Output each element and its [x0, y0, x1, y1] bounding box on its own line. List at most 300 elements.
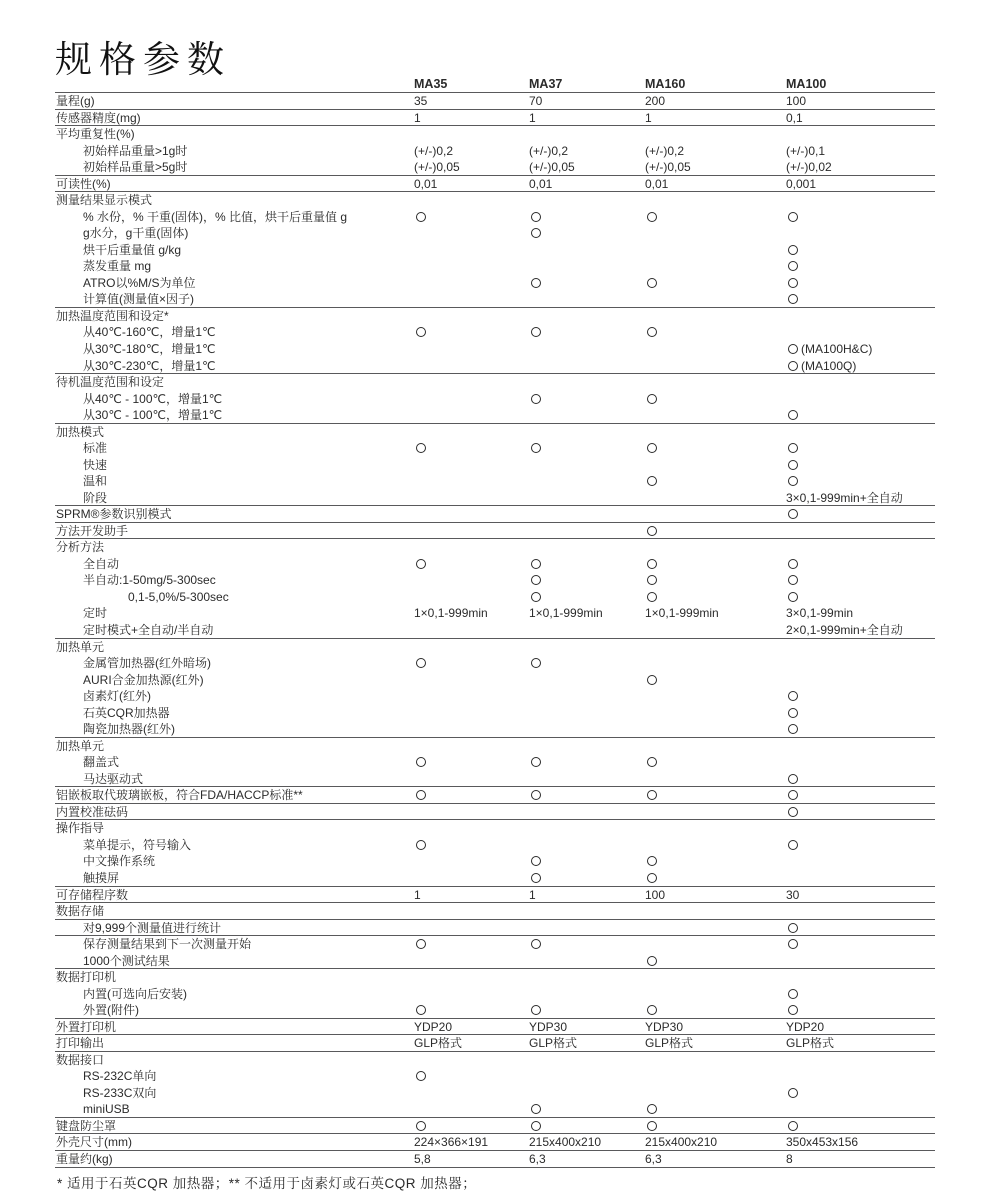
spec-cell: (+/-)0,2 [529, 143, 569, 158]
spec-cell [528, 440, 644, 457]
availability-circle-icon [531, 1104, 541, 1114]
availability-circle-icon [788, 691, 798, 701]
row-label: RS-232C单向 [83, 1069, 157, 1084]
spec-cell [413, 804, 528, 820]
spec-cell [644, 672, 785, 689]
spec-cell [644, 969, 785, 986]
table-row [55, 539, 935, 556]
spec-cell [528, 688, 644, 705]
spec-cell [785, 969, 935, 986]
spec-cell: 215x400x210 [529, 1135, 602, 1150]
spec-cell [785, 225, 935, 242]
spec-cell [528, 1118, 644, 1134]
row-label: 操作指导 [56, 821, 105, 836]
availability-circle-icon [647, 278, 657, 288]
spec-cell [785, 754, 935, 771]
spec-cell [785, 192, 935, 209]
availability-circle-icon [416, 212, 426, 222]
spec-cell [413, 1085, 528, 1102]
table-row [55, 506, 935, 523]
row-label: 外壳尺寸(mm) [56, 1135, 132, 1150]
spec-cell: 5,8 [414, 1152, 431, 1166]
row-label: 内置校准砝码 [56, 804, 129, 819]
row-label: 待机温度范围和设定 [56, 375, 165, 390]
availability-circle-icon [416, 443, 426, 453]
spec-cell: YDP30 [645, 1019, 684, 1034]
table-row [55, 622, 935, 639]
spec-cell: 0,01 [645, 176, 669, 191]
table-row [55, 672, 935, 689]
table-row [55, 738, 935, 755]
row-label: 卤素灯(红外) [83, 689, 151, 704]
spec-cell [528, 192, 644, 209]
table-row [55, 457, 935, 474]
spec-cell [413, 556, 528, 573]
spec-cell [785, 523, 935, 539]
spec-cell: 8 [786, 1152, 793, 1166]
spec-cell [785, 126, 935, 143]
row-label: 数据打印机 [56, 970, 117, 985]
spec-cell: 1×0,1-999min [529, 606, 603, 621]
spec-cell [528, 787, 644, 803]
spec-cell [644, 1002, 785, 1018]
spec-cell [413, 275, 528, 292]
spec-cell [413, 490, 528, 506]
availability-circle-icon [647, 526, 657, 536]
spec-cell [528, 1085, 644, 1102]
spec-cell [785, 639, 935, 656]
spec-cell: 0,01 [529, 176, 553, 191]
spec-cell: (MA100H&C) [785, 341, 935, 358]
table-row [55, 605, 935, 622]
spec-cell [644, 556, 785, 573]
spec-cell: (+/-)0,2 [414, 143, 454, 158]
table-row [55, 391, 935, 408]
row-label: 标准 [83, 441, 108, 456]
row-label: 从30℃-180℃，增量1℃ [83, 341, 216, 356]
row-label: 半自动:1-50mg/5-300sec [83, 573, 216, 588]
row-label: 初始样品重量>1g时 [83, 143, 188, 158]
availability-circle-icon [788, 245, 798, 255]
spec-cell [413, 374, 528, 391]
table-row [55, 341, 935, 358]
spec-cell [785, 721, 935, 737]
spec-cell [644, 688, 785, 705]
availability-circle-icon [647, 757, 657, 767]
spec-cell [785, 920, 935, 936]
availability-circle-icon [416, 840, 426, 850]
availability-circle-icon [531, 658, 541, 668]
spec-cell [413, 688, 528, 705]
spec-cell [528, 853, 644, 870]
row-label: 数据接口 [56, 1052, 105, 1067]
spec-cell [413, 506, 528, 522]
spec-cell [644, 853, 785, 870]
spec-cell [528, 258, 644, 275]
row-label: 加热单元 [56, 738, 105, 753]
availability-circle-icon [647, 1005, 657, 1015]
availability-circle-icon [788, 559, 798, 569]
table-row [55, 308, 935, 325]
spec-cell [413, 440, 528, 457]
table-row [55, 787, 935, 804]
availability-circle-icon [416, 1005, 426, 1015]
row-label: 测量结果显示模式 [56, 193, 153, 208]
spec-cell [528, 721, 644, 737]
spec-cell [413, 672, 528, 689]
spec-cell [785, 804, 935, 820]
spec-cell: 215x400x210 [645, 1135, 718, 1150]
spec-cell [413, 622, 528, 638]
availability-circle-icon [788, 989, 798, 999]
table-row [55, 969, 935, 986]
availability-circle-icon [531, 228, 541, 238]
spec-cell [413, 1118, 528, 1134]
table-row [55, 639, 935, 656]
availability-circle-icon [788, 575, 798, 585]
availability-circle-icon [788, 807, 798, 817]
table-row [55, 358, 935, 375]
row-label: 定时 [83, 606, 108, 621]
spec-cell [644, 1068, 785, 1085]
spec-cell [413, 837, 528, 854]
availability-circle-icon [647, 559, 657, 569]
availability-circle-icon [788, 460, 798, 470]
row-label: 铝嵌板取代玻璃嵌板，符合FDA/HACCP标准** [56, 788, 303, 803]
availability-circle-icon [531, 856, 541, 866]
spec-cell [528, 341, 644, 358]
spec-cell [785, 820, 935, 837]
availability-circle-icon [788, 344, 798, 354]
row-label: 从40℃-160℃，增量1℃ [83, 325, 216, 340]
spec-cell [413, 242, 528, 259]
spec-cell [785, 572, 935, 589]
availability-circle-icon [647, 1104, 657, 1114]
spec-cell [644, 787, 785, 803]
row-label: ATRO以%M/S为单位 [83, 275, 196, 290]
spec-cell [528, 754, 644, 771]
table-row [55, 1035, 935, 1052]
spec-cell: (+/-)0,1 [786, 143, 826, 158]
row-label: 加热单元 [56, 639, 105, 654]
row-label: 马达驱动式 [83, 771, 144, 786]
table-row [55, 903, 935, 920]
table-row [55, 192, 935, 209]
spec-cell [644, 639, 785, 656]
table-row [55, 572, 935, 589]
table-row [55, 870, 935, 887]
spec-cell [413, 1052, 528, 1069]
spec-cell [413, 572, 528, 589]
spec-cell [644, 837, 785, 854]
table-row [55, 225, 935, 242]
spec-cell: 3×0,1-999min+全自动 [786, 490, 903, 505]
row-label: 蒸发重量 mg [83, 259, 152, 274]
availability-circle-icon [788, 212, 798, 222]
spec-cell [413, 820, 528, 837]
spec-cell [644, 539, 785, 556]
spec-cell [528, 523, 644, 539]
spec-cell [785, 1085, 935, 1102]
row-label: 传感器精度(mg) [56, 110, 141, 125]
spec-cell [644, 523, 785, 539]
spec-cell [528, 506, 644, 522]
spec-cell [785, 209, 935, 226]
spec-cell: YDP20 [786, 1019, 825, 1034]
table-row [55, 721, 935, 738]
spec-cell [528, 655, 644, 672]
spec-cell [644, 655, 785, 672]
spec-cell [413, 457, 528, 474]
availability-circle-icon [531, 790, 541, 800]
row-label: 翻盖式 [83, 755, 120, 770]
table-row [55, 126, 935, 143]
spec-cell [528, 903, 644, 919]
spec-cell [785, 1002, 935, 1018]
availability-circle-icon [788, 840, 798, 850]
availability-circle-icon [647, 790, 657, 800]
availability-circle-icon [788, 790, 798, 800]
spec-cell [528, 457, 644, 474]
row-label: % 水份，% 干重(固体)，% 比值，烘干后重量值 g [83, 209, 348, 224]
spec-cell [644, 622, 785, 638]
spec-cell [644, 324, 785, 341]
spec-cell [528, 275, 644, 292]
spec-cell [644, 771, 785, 787]
spec-cell [785, 1118, 935, 1134]
spec-cell [644, 754, 785, 771]
spec-cell: 0,01 [414, 176, 438, 191]
spec-cell [644, 407, 785, 423]
availability-circle-icon [416, 1121, 426, 1131]
spec-cell [644, 738, 785, 755]
spec-cell [785, 506, 935, 522]
availability-circle-icon [788, 1005, 798, 1015]
spec-cell [644, 506, 785, 522]
row-label: 快速 [83, 457, 108, 472]
table-row [55, 258, 935, 275]
availability-circle-icon [416, 559, 426, 569]
column-header-0: MA35 [414, 77, 448, 91]
table-row [55, 242, 935, 259]
spec-cell [528, 622, 644, 638]
spec-cell [413, 953, 528, 969]
table-row [55, 159, 935, 176]
availability-circle-icon [647, 476, 657, 486]
table-row [55, 953, 935, 970]
table-row [55, 986, 935, 1003]
row-label: 数据存储 [56, 904, 105, 919]
availability-circle-icon [647, 592, 657, 602]
spec-cell [413, 225, 528, 242]
spec-cell [785, 424, 935, 441]
table-row [55, 887, 935, 904]
spec-cell [413, 920, 528, 936]
availability-circle-icon [788, 361, 798, 371]
table-row [55, 920, 935, 937]
spec-cell [528, 1052, 644, 1069]
row-label: 从30℃ - 100℃，增量1℃ [83, 408, 223, 423]
availability-circle-icon [647, 394, 657, 404]
spec-cell: 3×0,1-99min [786, 606, 854, 621]
spec-cell [644, 358, 785, 374]
table-row [55, 209, 935, 226]
table-row [55, 143, 935, 160]
availability-circle-icon [647, 575, 657, 585]
spec-cell [528, 738, 644, 755]
availability-circle-icon [647, 327, 657, 337]
availability-circle-icon [788, 1121, 798, 1131]
table-row [55, 837, 935, 854]
spec-cell [644, 1085, 785, 1102]
spec-cell [785, 688, 935, 705]
table-row [55, 407, 935, 424]
availability-circle-icon [788, 278, 798, 288]
spec-cell [644, 705, 785, 722]
table-row [55, 754, 935, 771]
spec-cell [528, 969, 644, 986]
table-row [55, 705, 935, 722]
spec-cell [413, 771, 528, 787]
spec-cell [413, 589, 528, 606]
table-row [55, 1068, 935, 1085]
availability-circle-icon [788, 476, 798, 486]
spec-cell [644, 804, 785, 820]
row-label: 保存测量结果到下一次测量开始 [83, 937, 252, 952]
row-label: 量程(g) [56, 94, 95, 108]
spec-cell [413, 870, 528, 886]
spec-cell [785, 837, 935, 854]
spec-cell [528, 1068, 644, 1085]
table-row [55, 820, 935, 837]
table-row [55, 523, 935, 540]
spec-cell [528, 1002, 644, 1018]
row-label: 对9,999个测量值进行统计 [83, 920, 222, 935]
spec-cell [413, 655, 528, 672]
spec-cell [528, 672, 644, 689]
row-label: 可存储程序数 [56, 887, 129, 902]
spec-cell [528, 391, 644, 408]
spec-cell: GLP格式 [414, 1036, 463, 1051]
spec-cell: 2×0,1-999min+全自动 [786, 623, 903, 637]
table-row [55, 275, 935, 292]
table-row [55, 853, 935, 870]
availability-circle-icon [531, 278, 541, 288]
row-label: 加热温度范围和设定* [56, 308, 169, 323]
spec-cell [644, 258, 785, 275]
spec-cell [644, 721, 785, 737]
row-label: 内置(可选向后安装) [83, 986, 187, 1001]
spec-cell: 224×366×191 [414, 1135, 489, 1150]
spec-cell [785, 903, 935, 919]
spec-cell: 1×0,1-999min [645, 606, 719, 621]
availability-circle-icon [531, 1005, 541, 1015]
row-label: 0,1-5,0%/5-300sec [128, 589, 229, 604]
row-label: 石英CQR加热器 [83, 705, 170, 720]
spec-cell: (+/-)0,05 [529, 160, 575, 175]
row-label: 全自动 [83, 556, 120, 571]
spec-cell [528, 209, 644, 226]
availability-circle-icon [531, 757, 541, 767]
table-row [55, 473, 935, 490]
spec-cell: 1 [414, 887, 421, 902]
spec-cell [413, 126, 528, 143]
spec-cell [413, 1101, 528, 1117]
row-label: 重量约(kg) [56, 1152, 113, 1166]
table-row [55, 936, 935, 953]
spec-cell [413, 639, 528, 656]
spec-cell: (+/-)0,05 [414, 160, 460, 175]
row-label: 从30℃-230℃，增量1℃ [83, 358, 216, 373]
row-label: SPRM®参数识别模式 [56, 507, 172, 522]
table-row [55, 440, 935, 457]
row-label: 陶瓷加热器(红外) [83, 722, 175, 737]
spec-cell [785, 539, 935, 556]
spec-cell [785, 291, 935, 307]
spec-cell [528, 820, 644, 837]
spec-cell [528, 490, 644, 506]
spec-cell [644, 1118, 785, 1134]
spec-cell [528, 986, 644, 1003]
availability-circle-icon [788, 509, 798, 519]
availability-circle-icon [788, 294, 798, 304]
spec-cell [785, 870, 935, 886]
spec-cell [785, 705, 935, 722]
table-row [55, 424, 935, 441]
spec-cell [528, 936, 644, 953]
row-label: 温和 [83, 474, 108, 489]
spec-cell [785, 1052, 935, 1069]
spec-cell [785, 374, 935, 391]
row-label: 平均重复性(%) [56, 127, 135, 142]
row-label: 键盘防尘罩 [56, 1118, 117, 1133]
spec-cell [528, 126, 644, 143]
spec-cell [413, 209, 528, 226]
spec-cell [785, 953, 935, 969]
spec-cell [644, 424, 785, 441]
spec-cell: YDP20 [414, 1019, 453, 1034]
spec-table [55, 76, 935, 1168]
spec-cell: 100 [786, 94, 807, 108]
spec-cell [785, 1068, 935, 1085]
spec-cell [785, 672, 935, 689]
spec-cell [528, 539, 644, 556]
spec-cell [413, 705, 528, 722]
row-label: 加热模式 [56, 424, 105, 439]
spec-cell [644, 440, 785, 457]
spec-cell [528, 804, 644, 820]
table-row [55, 110, 935, 127]
spec-cell [785, 258, 935, 275]
table-row [55, 1151, 935, 1168]
table-row [55, 1085, 935, 1102]
spec-cell [528, 837, 644, 854]
availability-circle-icon [647, 212, 657, 222]
spec-cell: 100 [645, 887, 666, 902]
table-row [55, 374, 935, 391]
spec-cell: 1 [529, 887, 536, 902]
table-row [55, 1019, 935, 1036]
availability-circle-icon [531, 592, 541, 602]
spec-cell [528, 771, 644, 787]
table-row [55, 655, 935, 672]
spec-cell [413, 1002, 528, 1018]
spec-cell [785, 308, 935, 325]
table-row [55, 1134, 935, 1151]
spec-cell: 0,1 [786, 110, 803, 125]
spec-cell [644, 225, 785, 242]
spec-cell [528, 572, 644, 589]
